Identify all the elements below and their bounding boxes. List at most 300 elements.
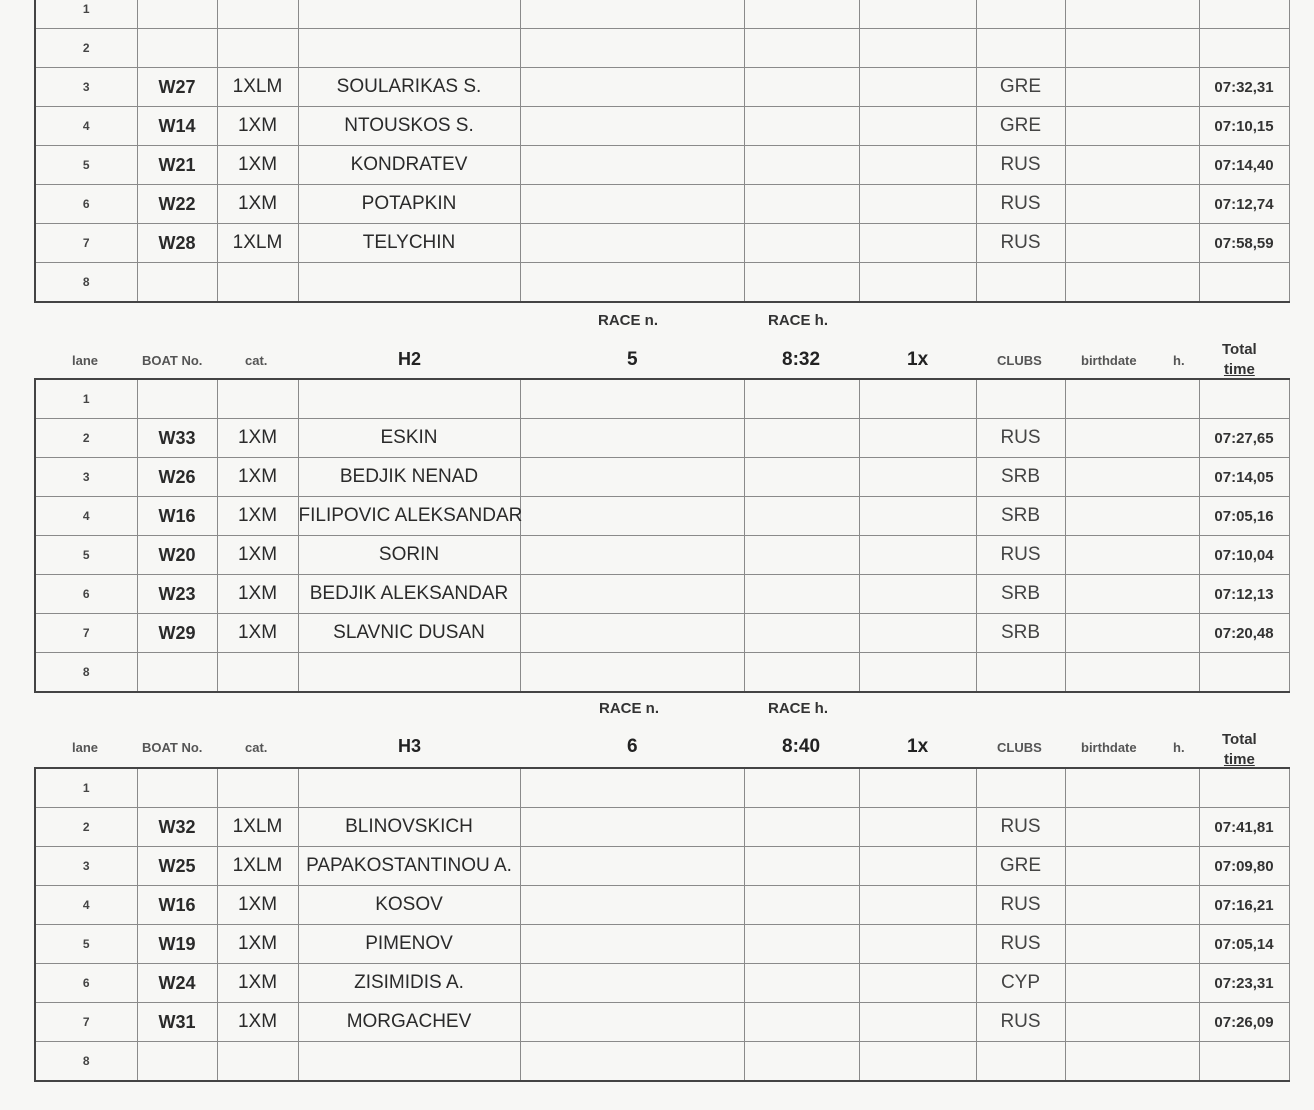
table-row — [35, 0, 1289, 29]
empty-cell — [744, 146, 859, 185]
athlete-name-cell — [298, 653, 520, 693]
category-cell: 1XM — [217, 107, 298, 146]
boat-number-cell — [137, 0, 217, 29]
club-cell — [976, 379, 1065, 419]
table-row — [35, 419, 1289, 458]
table-row — [35, 886, 1289, 925]
empty-cell — [859, 107, 976, 146]
race-number-label: RACE n. — [599, 700, 659, 717]
club-cell: SRB — [976, 458, 1065, 497]
empty-cell — [744, 419, 859, 458]
empty-cell — [520, 379, 744, 419]
club-cell — [976, 263, 1065, 303]
total-time-cell: 07:10,15 — [1199, 107, 1289, 146]
birthdate-cell — [1065, 808, 1199, 847]
club-cell: GRE — [976, 847, 1065, 886]
category-cell: 1XLM — [217, 68, 298, 107]
empty-cell — [744, 107, 859, 146]
table-row — [35, 925, 1289, 964]
club-cell: RUS — [976, 536, 1065, 575]
empty-cell — [520, 0, 744, 29]
athlete-name-cell — [298, 379, 520, 419]
heat-name: H3 — [398, 736, 422, 756]
category-cell: 1XM — [217, 925, 298, 964]
birthdate-cell — [1065, 379, 1199, 419]
heat1-table — [34, 0, 1290, 303]
race-hour-label: RACE h. — [768, 312, 828, 329]
empty-cell — [520, 808, 744, 847]
club-cell: RUS — [976, 886, 1065, 925]
club-cell: SRB — [976, 614, 1065, 653]
empty-cell — [744, 1003, 859, 1042]
birthdate-cell — [1065, 614, 1199, 653]
category-cell — [217, 653, 298, 693]
empty-cell — [520, 185, 744, 224]
birthdate-cell — [1065, 497, 1199, 536]
boat-number-cell — [137, 768, 217, 808]
table-row — [35, 458, 1289, 497]
category-cell: 1XM — [217, 185, 298, 224]
total-time-cell: 07:14,05 — [1199, 458, 1289, 497]
club-cell: GRE — [976, 107, 1065, 146]
empty-cell — [859, 575, 976, 614]
category-cell — [217, 1042, 298, 1082]
total-time-cell: 07:09,80 — [1199, 847, 1289, 886]
table-row — [35, 185, 1289, 224]
lane-header: lane — [72, 353, 99, 368]
athlete-name-cell: TELYCHIN — [298, 224, 520, 263]
heat1-body — [35, 0, 1289, 302]
athlete-name-cell: KONDRATEV — [298, 146, 520, 185]
empty-cell — [744, 379, 859, 419]
athlete-name-cell: ESKIN — [298, 419, 520, 458]
table-row — [35, 1042, 1289, 1082]
table-row — [35, 1003, 1289, 1042]
race-number-label: RACE n. — [598, 312, 658, 329]
h-header: h. — [1173, 353, 1185, 368]
athlete-name-cell: PAPAKOSTANTINOU A. — [298, 847, 520, 886]
race-hour-label: RACE h. — [768, 700, 828, 717]
total-time-cell: 07:16,21 — [1199, 886, 1289, 925]
empty-cell — [744, 847, 859, 886]
lane-cell: 3 — [35, 847, 137, 886]
lane-cell: 2 — [35, 808, 137, 847]
athlete-name-cell: MORGACHEV — [298, 1003, 520, 1042]
boat-number-cell: W25 — [137, 847, 217, 886]
category-cell — [217, 0, 298, 29]
boat-class: 1x — [907, 349, 929, 370]
birthdate-cell — [1065, 0, 1199, 29]
club-cell — [976, 0, 1065, 29]
club-cell — [976, 653, 1065, 693]
total-time-cell: 07:20,48 — [1199, 614, 1289, 653]
athlete-name-cell: KOSOV — [298, 886, 520, 925]
empty-cell — [744, 575, 859, 614]
empty-cell — [859, 0, 976, 29]
race-number: 5 — [627, 349, 638, 370]
empty-cell — [520, 224, 744, 263]
boat-number-cell: W19 — [137, 925, 217, 964]
empty-cell — [520, 925, 744, 964]
birthdate-cell — [1065, 1003, 1199, 1042]
athlete-name-cell: SLAVNIC DUSAN — [298, 614, 520, 653]
table-row — [35, 964, 1289, 1003]
athlete-name-cell: SOULARIKAS S. — [298, 68, 520, 107]
table-row — [35, 224, 1289, 263]
empty-cell — [744, 29, 859, 68]
birthdate-cell — [1065, 68, 1199, 107]
athlete-name-cell — [298, 0, 520, 29]
boat-number-cell: W20 — [137, 536, 217, 575]
empty-cell — [520, 886, 744, 925]
lane-cell: 2 — [35, 29, 137, 68]
athlete-name-cell: BEDJIK ALEKSANDAR — [298, 575, 520, 614]
race-time: 8:40 — [782, 736, 821, 757]
empty-cell — [744, 808, 859, 847]
birthdate-cell — [1065, 536, 1199, 575]
table-row — [35, 808, 1289, 847]
empty-cell — [859, 964, 976, 1003]
total-time-cell — [1199, 1042, 1289, 1082]
athlete-name-cell: BEDJIK NENAD — [298, 458, 520, 497]
empty-cell — [744, 0, 859, 29]
club-cell: SRB — [976, 497, 1065, 536]
race-time: 8:32 — [782, 349, 821, 370]
club-cell — [976, 1042, 1065, 1082]
birthdate-header: birthdate — [1081, 740, 1137, 755]
lane-cell: 6 — [35, 185, 137, 224]
birthdate-header: birthdate — [1081, 353, 1137, 368]
lane-cell: 7 — [35, 614, 137, 653]
empty-cell — [520, 575, 744, 614]
category-cell — [217, 768, 298, 808]
empty-cell — [859, 886, 976, 925]
empty-cell — [520, 29, 744, 68]
empty-cell — [744, 536, 859, 575]
clubs-header: CLUBS — [997, 740, 1042, 755]
empty-cell — [520, 263, 744, 303]
total-time-cell: 07:12,13 — [1199, 575, 1289, 614]
boat-number-cell: W29 — [137, 614, 217, 653]
club-cell: RUS — [976, 146, 1065, 185]
lane-cell: 1 — [35, 768, 137, 808]
lane-cell: 5 — [35, 536, 137, 575]
heat2-table — [34, 378, 1290, 693]
category-cell: 1XLM — [217, 847, 298, 886]
birthdate-cell — [1065, 847, 1199, 886]
lane-cell: 2 — [35, 419, 137, 458]
empty-cell — [520, 497, 744, 536]
cat-header: cat. — [245, 353, 268, 368]
birthdate-cell — [1065, 575, 1199, 614]
h-header: h. — [1173, 740, 1185, 755]
lane-cell: 7 — [35, 224, 137, 263]
athlete-name-cell — [298, 1042, 520, 1082]
birthdate-cell — [1065, 653, 1199, 693]
empty-cell — [859, 224, 976, 263]
club-cell: RUS — [976, 224, 1065, 263]
empty-cell — [859, 1003, 976, 1042]
total-time-line2: time — [1223, 361, 1255, 378]
empty-cell — [744, 224, 859, 263]
empty-cell — [520, 107, 744, 146]
empty-cell — [859, 1042, 976, 1082]
birthdate-cell — [1065, 458, 1199, 497]
lane-header: lane — [72, 740, 99, 755]
empty-cell — [520, 458, 744, 497]
category-cell: 1XM — [217, 419, 298, 458]
table-row — [35, 536, 1289, 575]
birthdate-cell — [1065, 224, 1199, 263]
total-time-cell — [1199, 263, 1289, 303]
category-cell — [217, 29, 298, 68]
birthdate-cell — [1065, 185, 1199, 224]
category-cell: 1XLM — [217, 224, 298, 263]
lane-cell: 5 — [35, 925, 137, 964]
empty-cell — [859, 497, 976, 536]
birthdate-cell — [1065, 419, 1199, 458]
empty-cell — [859, 29, 976, 68]
empty-cell — [744, 925, 859, 964]
club-cell: SRB — [976, 575, 1065, 614]
heat3-header — [0, 698, 1314, 778]
total-time-cell: 07:23,31 — [1199, 964, 1289, 1003]
empty-cell — [859, 847, 976, 886]
club-cell: RUS — [976, 925, 1065, 964]
athlete-name-cell — [298, 263, 520, 303]
birthdate-cell — [1065, 886, 1199, 925]
total-time-cell: 07:41,81 — [1199, 808, 1289, 847]
empty-cell — [744, 768, 859, 808]
boat-number-cell: W31 — [137, 1003, 217, 1042]
club-cell — [976, 29, 1065, 68]
category-cell: 1XM — [217, 536, 298, 575]
total-time-header — [1222, 340, 1257, 380]
clubs-header: CLUBS — [997, 353, 1042, 368]
birthdate-cell — [1065, 29, 1199, 68]
total-time-cell: 07:12,74 — [1199, 185, 1289, 224]
boat-number-cell — [137, 263, 217, 303]
empty-cell — [744, 68, 859, 107]
birthdate-cell — [1065, 768, 1199, 808]
table-row — [35, 575, 1289, 614]
boat-no-header: BOAT No. — [142, 353, 203, 368]
boat-number-cell: W27 — [137, 68, 217, 107]
birthdate-cell — [1065, 146, 1199, 185]
boat-number-cell — [137, 653, 217, 693]
total-time-cell: 07:05,14 — [1199, 925, 1289, 964]
birthdate-cell — [1065, 925, 1199, 964]
empty-cell — [859, 263, 976, 303]
empty-cell — [744, 964, 859, 1003]
boat-number-cell — [137, 1042, 217, 1082]
boat-number-cell: W28 — [137, 224, 217, 263]
boat-number-cell: W33 — [137, 419, 217, 458]
cat-header: cat. — [245, 740, 268, 755]
lane-cell: 8 — [35, 263, 137, 303]
table-row — [35, 29, 1289, 68]
lane-cell: 4 — [35, 107, 137, 146]
total-time-cell: 07:10,04 — [1199, 536, 1289, 575]
empty-cell — [859, 458, 976, 497]
lane-cell: 4 — [35, 497, 137, 536]
heat3-table — [34, 767, 1290, 1082]
empty-cell — [520, 847, 744, 886]
empty-cell — [520, 536, 744, 575]
boat-class: 1x — [907, 736, 929, 757]
lane-cell: 6 — [35, 964, 137, 1003]
empty-cell — [744, 497, 859, 536]
empty-cell — [744, 614, 859, 653]
category-cell: 1XM — [217, 1003, 298, 1042]
club-cell: RUS — [976, 419, 1065, 458]
category-cell — [217, 263, 298, 303]
athlete-name-cell: PIMENOV — [298, 925, 520, 964]
boat-no-header: BOAT No. — [142, 740, 203, 755]
empty-cell — [520, 419, 744, 458]
empty-cell — [744, 653, 859, 693]
boat-number-cell: W16 — [137, 497, 217, 536]
lane-cell: 6 — [35, 575, 137, 614]
empty-cell — [520, 614, 744, 653]
empty-cell — [859, 808, 976, 847]
boat-number-cell — [137, 379, 217, 419]
table-row — [35, 847, 1289, 886]
total-time-cell — [1199, 768, 1289, 808]
total-time-cell — [1199, 0, 1289, 29]
table-row — [35, 614, 1289, 653]
table-row — [35, 68, 1289, 107]
athlete-name-cell: FILIPOVIC ALEKSANDAR — [298, 497, 520, 536]
lane-cell: 8 — [35, 1042, 137, 1082]
empty-cell — [520, 68, 744, 107]
lane-cell: 3 — [35, 458, 137, 497]
lane-cell: 5 — [35, 146, 137, 185]
empty-cell — [744, 185, 859, 224]
total-time-line1: Total — [1222, 341, 1257, 358]
total-time-header — [1222, 730, 1257, 770]
table-row — [35, 107, 1289, 146]
empty-cell — [744, 1042, 859, 1082]
total-time-cell — [1199, 29, 1289, 68]
total-time-cell: 07:05,16 — [1199, 497, 1289, 536]
heat3-body — [35, 768, 1289, 1081]
club-cell: RUS — [976, 808, 1065, 847]
empty-cell — [520, 768, 744, 808]
empty-cell — [520, 653, 744, 693]
boat-number-cell: W26 — [137, 458, 217, 497]
empty-cell — [859, 768, 976, 808]
category-cell: 1XLM — [217, 808, 298, 847]
empty-cell — [520, 146, 744, 185]
empty-cell — [859, 653, 976, 693]
birthdate-cell — [1065, 263, 1199, 303]
category-cell: 1XM — [217, 146, 298, 185]
category-cell — [217, 379, 298, 419]
empty-cell — [859, 614, 976, 653]
empty-cell — [859, 925, 976, 964]
athlete-name-cell: SORIN — [298, 536, 520, 575]
athlete-name-cell — [298, 768, 520, 808]
lane-cell: 1 — [35, 379, 137, 419]
empty-cell — [859, 185, 976, 224]
club-cell: RUS — [976, 1003, 1065, 1042]
total-time-cell: 07:32,31 — [1199, 68, 1289, 107]
athlete-name-cell: POTAPKIN — [298, 185, 520, 224]
empty-cell — [859, 146, 976, 185]
club-cell: GRE — [976, 68, 1065, 107]
empty-cell — [859, 379, 976, 419]
table-row — [35, 497, 1289, 536]
empty-cell — [859, 536, 976, 575]
empty-cell — [520, 964, 744, 1003]
empty-cell — [744, 263, 859, 303]
athlete-name-cell — [298, 29, 520, 68]
empty-cell — [520, 1003, 744, 1042]
boat-number-cell: W32 — [137, 808, 217, 847]
total-time-cell: 07:58,59 — [1199, 224, 1289, 263]
lane-cell: 7 — [35, 1003, 137, 1042]
empty-cell — [520, 1042, 744, 1082]
athlete-name-cell: NTOUSKOS S. — [298, 107, 520, 146]
category-cell: 1XM — [217, 497, 298, 536]
heat2-body — [35, 379, 1289, 692]
club-cell: RUS — [976, 185, 1065, 224]
boat-number-cell: W16 — [137, 886, 217, 925]
club-cell: CYP — [976, 964, 1065, 1003]
boat-number-cell — [137, 29, 217, 68]
table-row — [35, 768, 1289, 808]
table-row — [35, 263, 1289, 303]
athlete-name-cell: ZISIMIDIS A. — [298, 964, 520, 1003]
total-time-cell: 07:27,65 — [1199, 419, 1289, 458]
empty-cell — [744, 458, 859, 497]
total-time-cell — [1199, 379, 1289, 419]
total-time-cell: 07:26,09 — [1199, 1003, 1289, 1042]
birthdate-cell — [1065, 964, 1199, 1003]
birthdate-cell — [1065, 1042, 1199, 1082]
boat-number-cell: W22 — [137, 185, 217, 224]
category-cell: 1XM — [217, 458, 298, 497]
heat-name: H2 — [398, 349, 422, 369]
empty-cell — [744, 886, 859, 925]
empty-cell — [859, 419, 976, 458]
lane-cell: 1 — [35, 0, 137, 29]
race-number: 6 — [627, 736, 638, 757]
birthdate-cell — [1065, 107, 1199, 146]
total-time-cell — [1199, 653, 1289, 693]
lane-cell: 4 — [35, 886, 137, 925]
athlete-name-cell: BLINOVSKICH — [298, 808, 520, 847]
table-row — [35, 146, 1289, 185]
boat-number-cell: W23 — [137, 575, 217, 614]
category-cell: 1XM — [217, 614, 298, 653]
total-time-cell: 07:14,40 — [1199, 146, 1289, 185]
table-row — [35, 653, 1289, 693]
lane-cell: 3 — [35, 68, 137, 107]
lane-cell: 8 — [35, 653, 137, 693]
empty-cell — [859, 68, 976, 107]
table-row — [35, 379, 1289, 419]
boat-number-cell: W24 — [137, 964, 217, 1003]
category-cell: 1XM — [217, 886, 298, 925]
total-time-line1: Total — [1222, 731, 1257, 748]
category-cell: 1XM — [217, 575, 298, 614]
total-time-line2: time — [1223, 751, 1255, 768]
boat-number-cell: W14 — [137, 107, 217, 146]
club-cell — [976, 768, 1065, 808]
category-cell: 1XM — [217, 964, 298, 1003]
